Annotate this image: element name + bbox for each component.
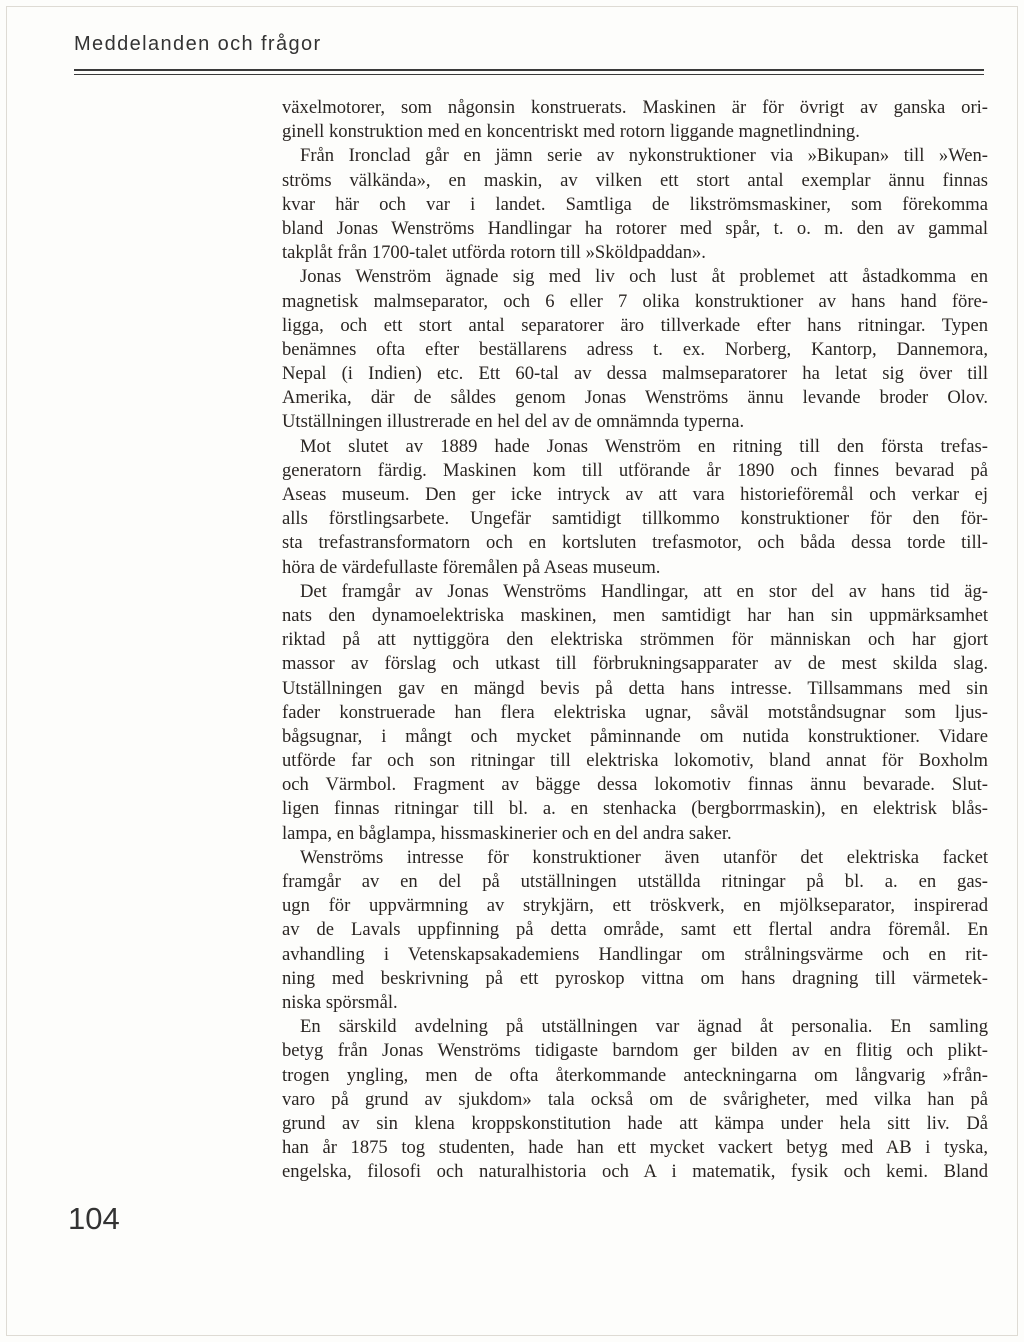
text-line: Utställningen gav en mängd bevis på detta hans intresse. Tillsammans med sin xyxy=(282,677,988,699)
paragraph xyxy=(282,265,988,434)
text-line: bågsugnar, i mångt och mycket påminnande om nutida konstruktioner. Vidare xyxy=(282,725,988,747)
text-line: ginell konstruktion med en koncentriskt med rotorn liggande magnetlindning. xyxy=(282,121,860,143)
text-line: varo på grund av sjukdom» tala också om de svårigheter, med vilka han på xyxy=(282,1088,988,1110)
text-line: Utställningen illustrerade en hel del av de omnämnda typerna. xyxy=(282,411,745,433)
text-line: ugn för uppvärmning av strykjärn, ett tröskverk, en mjölkseparator, inspirerad xyxy=(282,895,988,917)
text-line: växelmotorer, som någonsin konstruerats. Maskinen är för övrigt av ganska ori- xyxy=(282,97,988,118)
text-line: betyg från Jonas Wenströms tidigaste barndom ger bilden av en flitig och plikt- xyxy=(282,1040,988,1062)
text-line: framgår av en del på utställningen utställda ritningar på bl. a. en gas- xyxy=(282,871,988,892)
text-line: höra de värdefullaste föremålen på Aseas museum. xyxy=(282,556,661,578)
text-line: sta trefastransformatorn och en kortsluten trefasmotor, och båda dessa torde till- xyxy=(282,532,988,554)
text-line: trogen yngling, men de ofta återkommande anteckningarna om långvarig »från- xyxy=(282,1064,988,1086)
text-line: kvar här och var i landet. Samtliga de likströmsmaskiner, som förekomma xyxy=(282,193,988,215)
text-line: En särskild avdelning på utställningen var ägnad åt personalia. En samling xyxy=(300,1016,988,1038)
paragraph xyxy=(282,96,988,144)
text-line: ströms välkända», en maskin, av vilken ett stort antal exemplar ännu finnas xyxy=(282,169,988,191)
text-line: niska spörsmål. xyxy=(282,991,398,1013)
text-line: bland Jonas Wenströms Handlingar ha rotorer med spår, t. o. m. den av gammal xyxy=(282,217,988,239)
text-line: engelska, filosofi och naturalhistoria och A i matematik, fysik och kemi. Bland xyxy=(282,1161,988,1183)
text-line: ning med beskrivning på ett pyroskop vittna om hans dragning till värmetek- xyxy=(282,967,988,989)
text-line: Jonas Wenström ägnade sig med liv och lust åt problemet att åstadkomma en xyxy=(300,266,988,288)
text-line: ligen finnas ritningar till bl. a. en stenhacka (bergborrmaskin), en elektrisk blås- xyxy=(282,798,988,820)
text-line: nats den dynamoelektriska maskinen, men samtidigt har han sin uppmärksamhet xyxy=(282,604,988,626)
header-rule xyxy=(74,69,984,71)
text-line: Från Ironclad går en jämn serie av nykonstruktioner via »Bikupan» till »Wen- xyxy=(300,145,988,167)
text-line: avhandling i Vetenskapsakademiens Handlingar om strålningsvärme och en rit- xyxy=(282,943,988,965)
text-line: Amerika, där de såldes genom Jonas Wenströms ännu levande broder Olov. xyxy=(282,387,988,409)
text-line: generatorn färdig. Maskinen kom till utförande år 1890 och finnes bevarad på xyxy=(282,459,988,481)
page-number: 104 xyxy=(68,1201,120,1236)
text-line: Wenströms intresse för konstruktioner även utanför det elektriska facket xyxy=(300,846,988,868)
text-line: Aseas museum. Den ger icke intryck av att vara historieföremål och verkar ej xyxy=(282,484,988,505)
text-line: och Värmbol. Fragment av bägge dessa lokomotiv finnas ännu bevarade. Slut- xyxy=(282,774,988,796)
text-line: takplåt från 1700-talet utförda rotorn till »Sköldpaddan». xyxy=(282,242,706,264)
text-line: Det framgår av Jonas Wenströms Handlingar, att en stor del av hans tid äg- xyxy=(300,580,988,602)
text-line: lampa, en båglampa, hissmaskinerier och en del andra saker. xyxy=(282,822,732,844)
paragraph xyxy=(282,435,988,580)
text-line: grund av sin klena kroppskonstitution hade att kämpa under hela sitt liv. Då xyxy=(282,1112,988,1134)
text-line: utförde far och son ritningar till elektriska lokomotiv, bland annat för Boxholm xyxy=(282,750,988,772)
body-text xyxy=(282,96,988,1184)
text-line: benämnes ofta efter beställarens adress t. ex. Norberg, Kantorp, Dannemora, xyxy=(282,338,988,360)
text-line: magnetisk malmseparator, och 6 eller 7 olika konstruktioner av hans hand före- xyxy=(282,290,988,312)
running-header: Meddelanden och frågor xyxy=(74,33,322,55)
paragraph xyxy=(282,1015,988,1184)
text-line: av de Lavals uppfinning på detta område, samt ett flertal andra föremål. En xyxy=(282,919,988,941)
header-rule-thin xyxy=(74,74,984,75)
text-line: Nepal (i Indien) etc. Ett 60-tal av dessa malmseparatorer ha letat sig över till xyxy=(282,363,988,385)
paragraph xyxy=(282,846,988,1015)
paragraph xyxy=(282,580,988,846)
text-line: alls förstlingsarbete. Ungefär samtidigt tillkommo konstruktioner för den för- xyxy=(282,508,988,530)
paragraph xyxy=(282,144,988,265)
text-line: riktad på att nyttiggöra den elektriska strömmen för människan och har gjort xyxy=(282,629,988,651)
text-line: ligga, och ett stort antal separatorer äro tillverkade efter hans ritningar. Typen xyxy=(282,314,988,336)
text-line: massor av förslag och utkast till förbrukningsapparater av de mest skilda slag. xyxy=(282,653,988,675)
text-line: Mot slutet av 1889 hade Jonas Wenström en ritning till den första trefas- xyxy=(300,435,988,457)
text-line: han år 1875 tog studenten, hade han ett mycket vackert betyg med AB i tyska, xyxy=(282,1137,988,1159)
text-line: fader konstruerade han flera elektriska ugnar, såväl motståndsugnar som ljus- xyxy=(282,701,988,723)
